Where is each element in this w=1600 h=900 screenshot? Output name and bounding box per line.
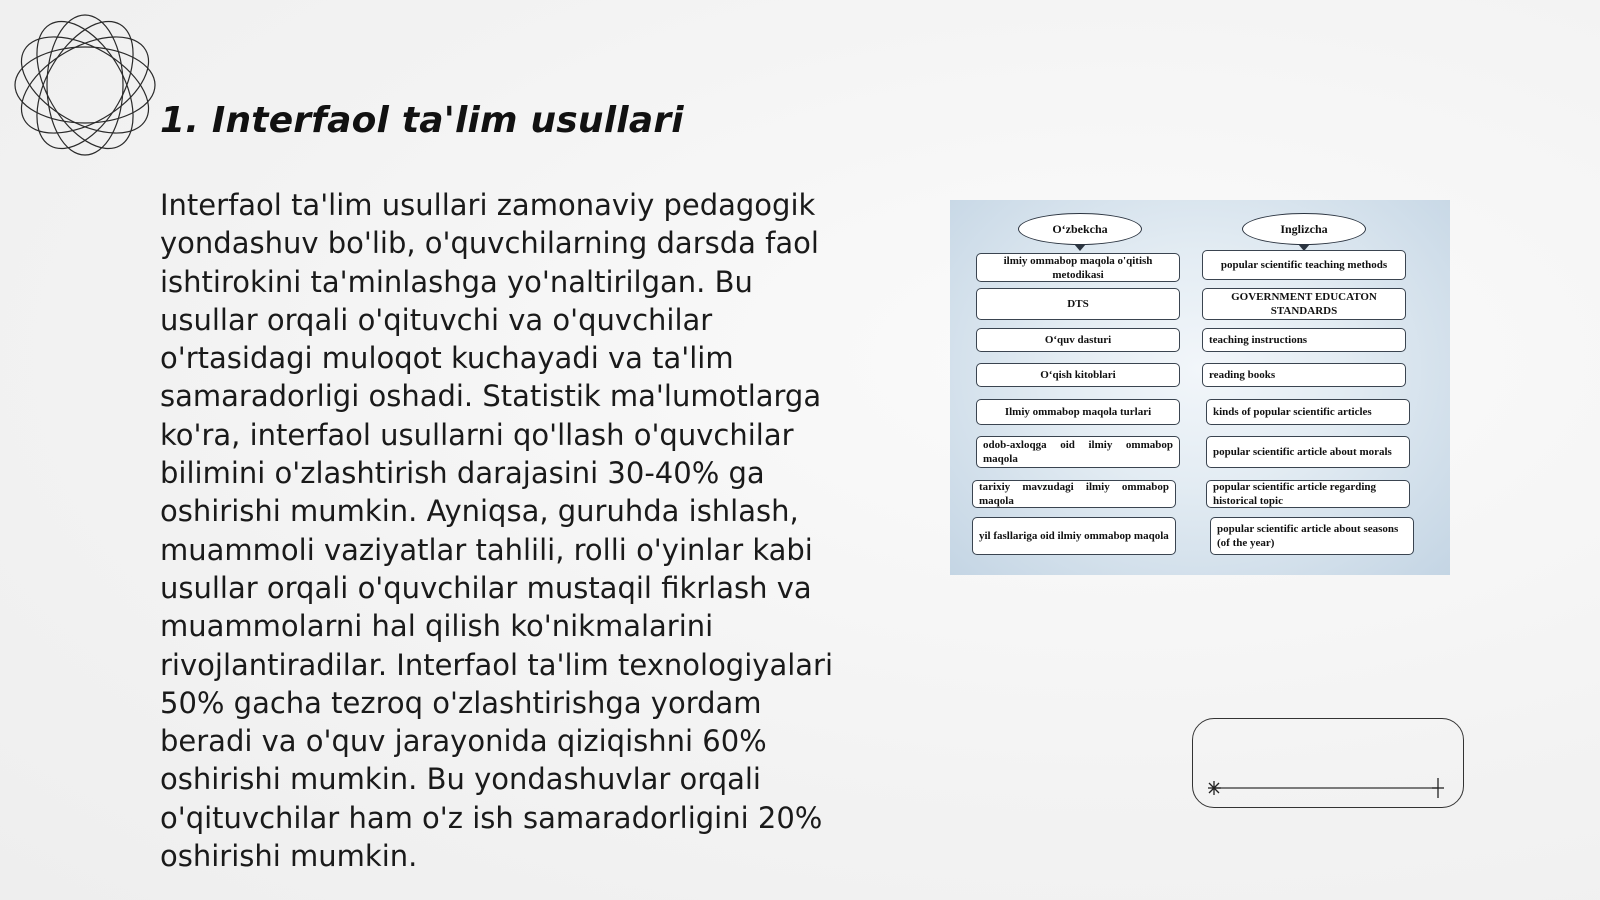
term-uz-8: yil fasllariga oid ilmiy ommabop maqola [972,517,1176,555]
term-uz-7: tarixiy mavzudagi ilmiy ommabop maqola [972,480,1176,508]
cross-star-icon [1432,778,1444,798]
term-uz-2: DTS [976,288,1180,320]
term-uz-1: ilmiy ommabop maqola o'qitish metodikasi [976,253,1180,282]
term-en-3: teaching instructions [1202,328,1406,352]
term-uz-3: O‘quv dasturi [976,328,1180,352]
header-english: Inglizcha [1242,213,1366,245]
term-en-1: popular scientific teaching methods [1202,250,1406,280]
header-uzbek: O‘zbekcha [1018,213,1142,245]
slide-title: 1. Interfaol ta'lim usullari [160,100,684,141]
term-uz-5: Ilmiy ommabop maqola turlari [976,399,1180,425]
term-en-4: reading books [1202,363,1406,387]
term-en-8: popular scientific article about seasons (of the year) [1210,517,1414,555]
term-uz-6: odob-axloqga oid ilmiy ommabop maqola [976,436,1180,468]
term-en-7: popular scientific article regarding historical topic [1206,480,1410,508]
decorative-orbit-icon [10,10,160,160]
slide-body-text: Interfaol ta'lim usullari zamonaviy pedagogik yondashuv bo'lib, o'quvchilarning darsda faol ishtirokini ta'minlashga yo'naltirilgan. Bu usullar orqali o'qituvchi va o'quvchilar o'rtasidagi muloqot kuchayadi va ta'lim samaradorligi oshadi. Statistik ma'lumotlarga ko'ra, interfaol usullarni qo'llash o'quvchilar bilimini o'zlashtirish darajasini 30-40% ga oshirishi mumkin. Ayniqsa, guruhda ishlash, muammoli vaziyatlar tahlili, rolli o'yinlar kabi usullar orqali o'quvchilar mustaqil fikrlash va muammolarni hal qilish ko'nikmalarini rivojlantiradilar. Interfaol ta'lim texnologiyalari 50% gacha tezroq o'zlashtirishga yordam beradi va o'quv jarayonida qiziqishni 60% oshirishi mumkin. Bu yondashuvlar orqali o'qituvchilar ham o'z ish samaradorligini 20% oshirishi mumkin. [160,188,834,874]
term-en-5: kinds of popular scientific articles [1206,399,1410,425]
sparkle-icon [1208,781,1221,795]
term-uz-4: O‘qish kitoblari [976,363,1180,387]
term-en-6: popular scientific article about morals [1206,436,1410,468]
term-en-2: GOVERNMENT EDUCATON STANDARDS [1202,288,1406,320]
decorative-line [1208,778,1448,798]
terminology-diagram [950,200,1450,575]
